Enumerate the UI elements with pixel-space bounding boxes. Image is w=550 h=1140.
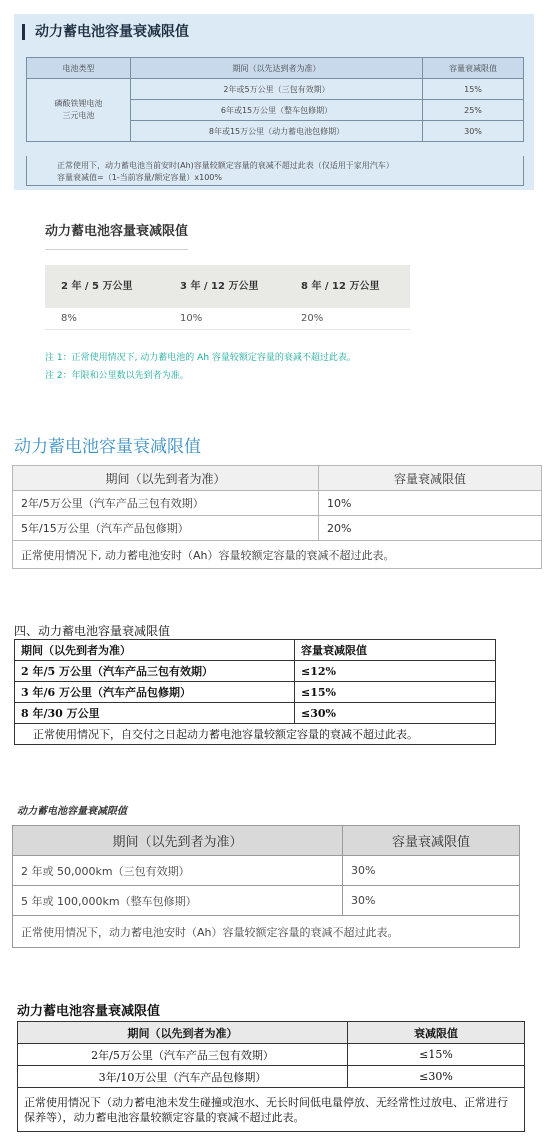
section-2-grey-table bbox=[0, 210, 550, 400]
table-header-row bbox=[13, 466, 542, 491]
limit-cell: 20% bbox=[319, 516, 542, 541]
header-period: 期间（以先到者为准） bbox=[13, 826, 343, 856]
header-period: 期间（以先达到者为准） bbox=[131, 58, 423, 79]
section-4-table bbox=[0, 617, 550, 752]
period-cell: 5年/15万公里（汽车产品包修期） bbox=[13, 516, 319, 541]
table-header-row bbox=[45, 265, 410, 308]
header-period: 期间（以先到者为准） bbox=[18, 1022, 348, 1044]
limit-cell: 10% bbox=[319, 491, 542, 516]
table-row bbox=[45, 308, 410, 330]
section-5-table bbox=[0, 792, 550, 942]
section-4-note: 正常使用情况下，自交付之日起动力蓄电池容量较额定容量的衰减不超过此表。 bbox=[15, 724, 496, 745]
header-limit: 容量衰减限值 bbox=[319, 466, 542, 491]
section-6-table-body bbox=[17, 1021, 525, 1132]
battery-type-lfp: 磷酸铁锂电池 bbox=[54, 99, 103, 108]
note-line-1: 正常使用下，动力蓄电池当前安时(Ah)容量较额定容量的衰减不超过此表（仅适用于家用汽车） bbox=[57, 161, 394, 170]
table-header-row bbox=[15, 640, 496, 661]
period-cell: 8年或15万公里（动力蓄电池包修期） bbox=[131, 121, 423, 142]
section-5-title: 动力蓄电池容量衰减限值 bbox=[17, 806, 127, 817]
period-cell: 2 年或 50,000km（三包有效期） bbox=[13, 856, 343, 886]
section-3-table-body bbox=[12, 465, 542, 569]
section-4-table-body bbox=[14, 639, 496, 745]
table-row bbox=[15, 703, 496, 724]
battery-type-cell bbox=[27, 79, 131, 142]
table-header-row bbox=[13, 826, 520, 856]
header-battery-type: 电池类型 bbox=[27, 58, 131, 79]
table-row bbox=[15, 661, 496, 682]
header-8y: 8 年 / 12 万公里 bbox=[301, 281, 380, 292]
section-2-title: 动力蓄电池容量衰减限值 bbox=[45, 220, 188, 250]
header-period: 期间（以先到者为准） bbox=[13, 466, 319, 491]
table-row bbox=[13, 491, 542, 516]
table-row bbox=[18, 1066, 525, 1088]
table-row bbox=[15, 682, 496, 703]
period-cell: 2年/5万公里（汽车产品三包有效期） bbox=[13, 491, 319, 516]
limit-cell: 30% bbox=[343, 856, 520, 886]
battery-type-ternary: 三元电池 bbox=[62, 111, 95, 120]
section-6-title: 动力蓄电池容量衰减限值 bbox=[17, 1004, 161, 1019]
section-1-note bbox=[26, 156, 524, 186]
limit-cell: 30% bbox=[343, 886, 520, 916]
limit-cell: ≤12% bbox=[295, 661, 496, 682]
section-3-title: 动力蓄电池容量衰减限值 bbox=[14, 437, 201, 457]
header-period: 期间（以先到者为准） bbox=[15, 640, 295, 661]
section-3-note: 正常使用情况下, 动力蓄电池安时（Ah）容量较额定容量的衰减不超过此表。 bbox=[13, 541, 542, 569]
limit-cell: ≤30% bbox=[348, 1066, 525, 1088]
table-row bbox=[18, 1044, 525, 1066]
header-3y: 3 年 / 12 万公里 bbox=[180, 281, 259, 292]
table-row bbox=[13, 916, 520, 948]
value-2y: 8% bbox=[61, 313, 77, 324]
limit-cell: ≤15% bbox=[348, 1044, 525, 1066]
header-limit: 容量衰减限值 bbox=[343, 826, 520, 856]
table-header-row bbox=[27, 58, 524, 79]
header-limit: 衰减限值 bbox=[348, 1022, 525, 1044]
header-2y: 2 年 / 5 万公里 bbox=[61, 281, 133, 292]
limit-cell: 25% bbox=[423, 100, 524, 121]
limit-cell: ≤30% bbox=[295, 703, 496, 724]
header-limit: 容量衰减限值 bbox=[295, 640, 496, 661]
table-row bbox=[13, 541, 542, 569]
period-cell: 5 年或 100,000km（整车包修期） bbox=[13, 886, 343, 916]
section-1-table bbox=[26, 57, 524, 142]
table-row bbox=[13, 856, 520, 886]
table-row bbox=[15, 724, 496, 745]
period-cell: 6年或15万公里（整车包修期） bbox=[131, 100, 423, 121]
table-row bbox=[13, 516, 542, 541]
section-6-table bbox=[0, 990, 550, 1140]
section-4-title: 四、动力蓄电池容量衰减限值 bbox=[14, 624, 171, 638]
table-row bbox=[18, 1088, 525, 1132]
table-row bbox=[13, 886, 520, 916]
table-row bbox=[27, 79, 524, 100]
note-2: 注 2：年限和公里数以先到者为准。 bbox=[45, 371, 189, 381]
section-3-table bbox=[0, 428, 550, 578]
table-header-row bbox=[18, 1022, 525, 1044]
header-limit: 容量衰减限值 bbox=[423, 58, 524, 79]
limit-cell: 30% bbox=[423, 121, 524, 142]
note-1: 注 1：正常使用情况下, 动力蓄电池的 Ah 容量较额定容量的衰减不超过此表。 bbox=[45, 353, 356, 363]
period-cell: 3 年/6 万公里（汽车产品包修期） bbox=[15, 682, 295, 703]
section-5-note: 正常使用情况下，动力蓄电池安时（Ah）容量较额定容量的衰减不超过此表。 bbox=[13, 916, 520, 948]
section-5-table-body bbox=[12, 825, 520, 948]
period-cell: 2年/5万公里（汽车产品三包有效期） bbox=[18, 1044, 348, 1066]
period-cell: 2年或5万公里（三包有效期） bbox=[131, 79, 423, 100]
note-line-2: 容量衰减值=（1-当前容量/额定容量）x100% bbox=[57, 173, 222, 182]
value-3y: 10% bbox=[180, 313, 203, 324]
section-1-title: 动力蓄电池容量衰减限值 bbox=[22, 24, 189, 40]
period-cell: 3年/10万公里（汽车产品包修期） bbox=[18, 1066, 348, 1088]
section-1-blue-table bbox=[14, 14, 534, 190]
period-cell: 8 年/30 万公里 bbox=[15, 703, 295, 724]
limit-cell: ≤15% bbox=[295, 682, 496, 703]
period-cell: 2 年/5 万公里（汽车产品三包有效期） bbox=[15, 661, 295, 682]
limit-cell: 15% bbox=[423, 79, 524, 100]
section-6-note: 正常使用情况下（动力蓄电池未发生碰撞或泡水、无长时间低电量停放、无经常性过放电、正常进行保养等），动力蓄电池容量较额定容量的衰减不超过此表。 bbox=[18, 1088, 525, 1132]
value-8y: 20% bbox=[301, 313, 324, 324]
